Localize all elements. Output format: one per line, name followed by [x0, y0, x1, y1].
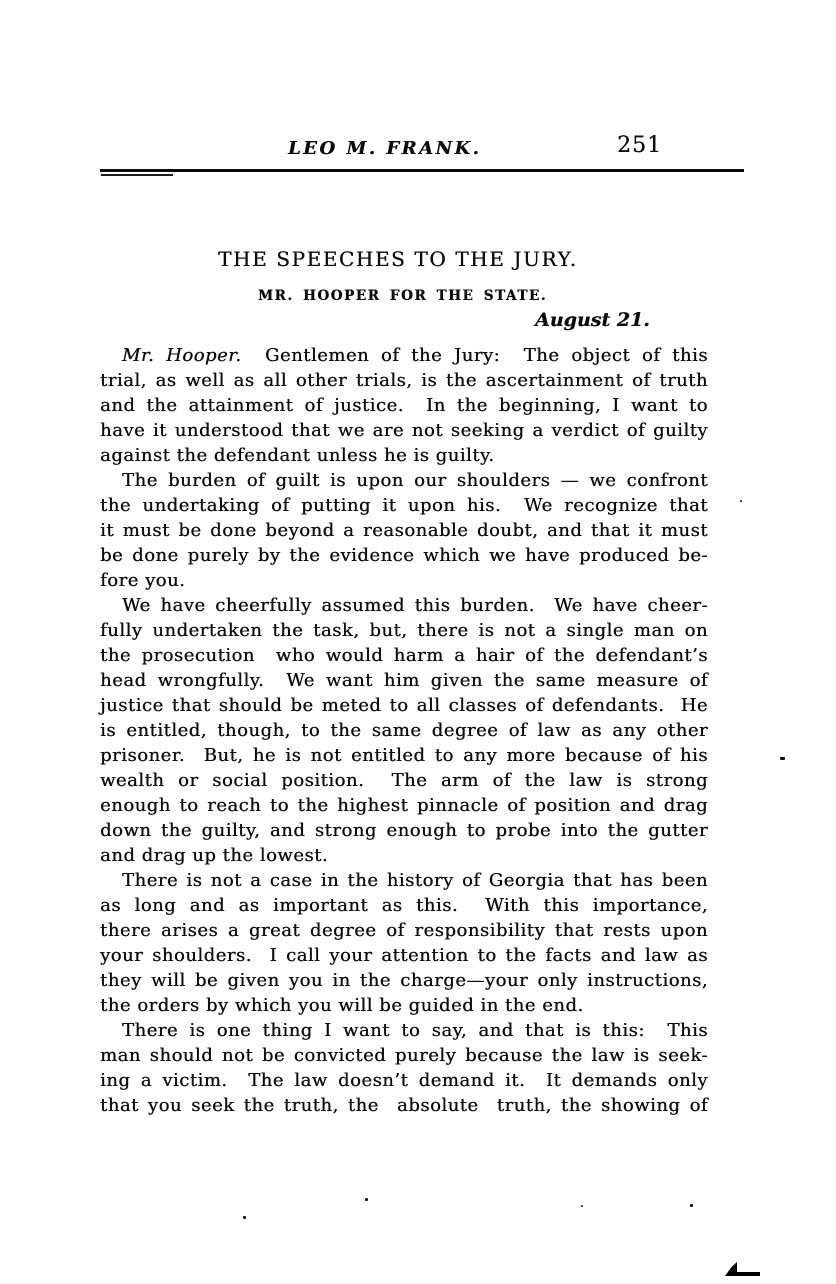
text-line: and the attainment of justice. In the beginning, I want to	[100, 395, 708, 416]
text-line: there arises a great degree of responsibility that rests upon	[100, 920, 708, 941]
running-header: LEO M. FRANK.	[288, 138, 482, 159]
text-line: head wrongfully. We want him given the same measure of	[100, 670, 708, 691]
text-line: The burden of guilt is upon our shoulders — we confront	[122, 470, 708, 491]
paragraph	[100, 1018, 708, 1118]
text-line: down the guilty, and strong enough to probe into the gutter	[100, 820, 708, 841]
text-line: that you seek the truth, the absolute truth, the showing of	[100, 1095, 708, 1116]
session-date: August 21.	[535, 309, 650, 331]
text-line: is entitled, though, to the same degree of law as any other	[100, 720, 708, 741]
paragraph	[100, 868, 708, 1018]
text-line: the orders by which you will be guided in the end.	[100, 995, 584, 1016]
text-line: and drag up the lowest.	[100, 845, 329, 866]
ink-speck	[690, 1204, 693, 1207]
ink-speck	[780, 757, 785, 760]
text-line: as long and as important as this. With this importance,	[100, 895, 708, 916]
text-line: We have cheerfully assumed this burden. We have cheer-	[122, 595, 708, 616]
text-line: fully undertaken the task, but, there is not a single man on	[100, 620, 708, 641]
text-line: There is one thing I want to say, and that is this: This	[122, 1020, 708, 1041]
text-line: justice that should be meted to all classes of defendants. He	[100, 695, 708, 716]
ink-blot	[733, 1272, 760, 1276]
paragraph	[100, 593, 708, 868]
text-line: There is not a case in the history of Georgia that has been	[122, 870, 708, 891]
ink-speck	[740, 500, 742, 502]
header-rule-artifact	[101, 174, 173, 176]
header-rule	[100, 169, 744, 172]
text-line: Mr. Hooper. Gentlemen of the Jury: The object of this	[122, 345, 708, 366]
page-number: 251	[617, 133, 662, 158]
ink-speck	[365, 1198, 368, 1201]
text-line: be done purely by the evidence which we have produced be-	[100, 545, 708, 566]
text-line: ing a victim. The law doesn’t demand it. It demands only	[100, 1070, 708, 1091]
text-line: prisoner. But, he is not entitled to any more because of his	[100, 745, 708, 766]
text-line: the prosecution who would harm a hair of the defendant’s	[100, 645, 708, 666]
text-line: they will be given you in the charge—your only instructions,	[100, 970, 708, 991]
text-line: trial, as well as all other trials, is the ascertainment of truth	[100, 370, 708, 391]
text-line: fore you.	[100, 570, 186, 591]
paragraph	[100, 468, 708, 593]
text-line: your shoulders. I call your attention to the facts and law as	[100, 945, 708, 966]
ink-speck	[581, 1205, 583, 1207]
text-line: the undertaking of putting it upon his. We recognize that	[100, 495, 708, 516]
ink-speck	[243, 1216, 246, 1219]
text-line: enough to reach to the highest pinnacle of position and drag	[100, 795, 708, 816]
text-line: have it understood that we are not seeking a verdict of guilty	[100, 420, 708, 441]
speaker-name: Mr. Hooper.	[122, 345, 242, 366]
section-subtitle: MR. HOOPER FOR THE STATE.	[258, 288, 548, 304]
body-text	[100, 343, 708, 1118]
text-line: wealth or social position. The arm of the law is strong	[100, 770, 708, 791]
paragraph	[100, 343, 708, 468]
section-title: THE SPEECHES TO THE JURY.	[218, 247, 578, 271]
text-line: it must be done beyond a reasonable doubt, and that it must	[100, 520, 708, 541]
text-line: man should not be convicted purely because the law is seek-	[100, 1045, 708, 1066]
text-line: against the defendant unless he is guilty.	[100, 445, 495, 466]
